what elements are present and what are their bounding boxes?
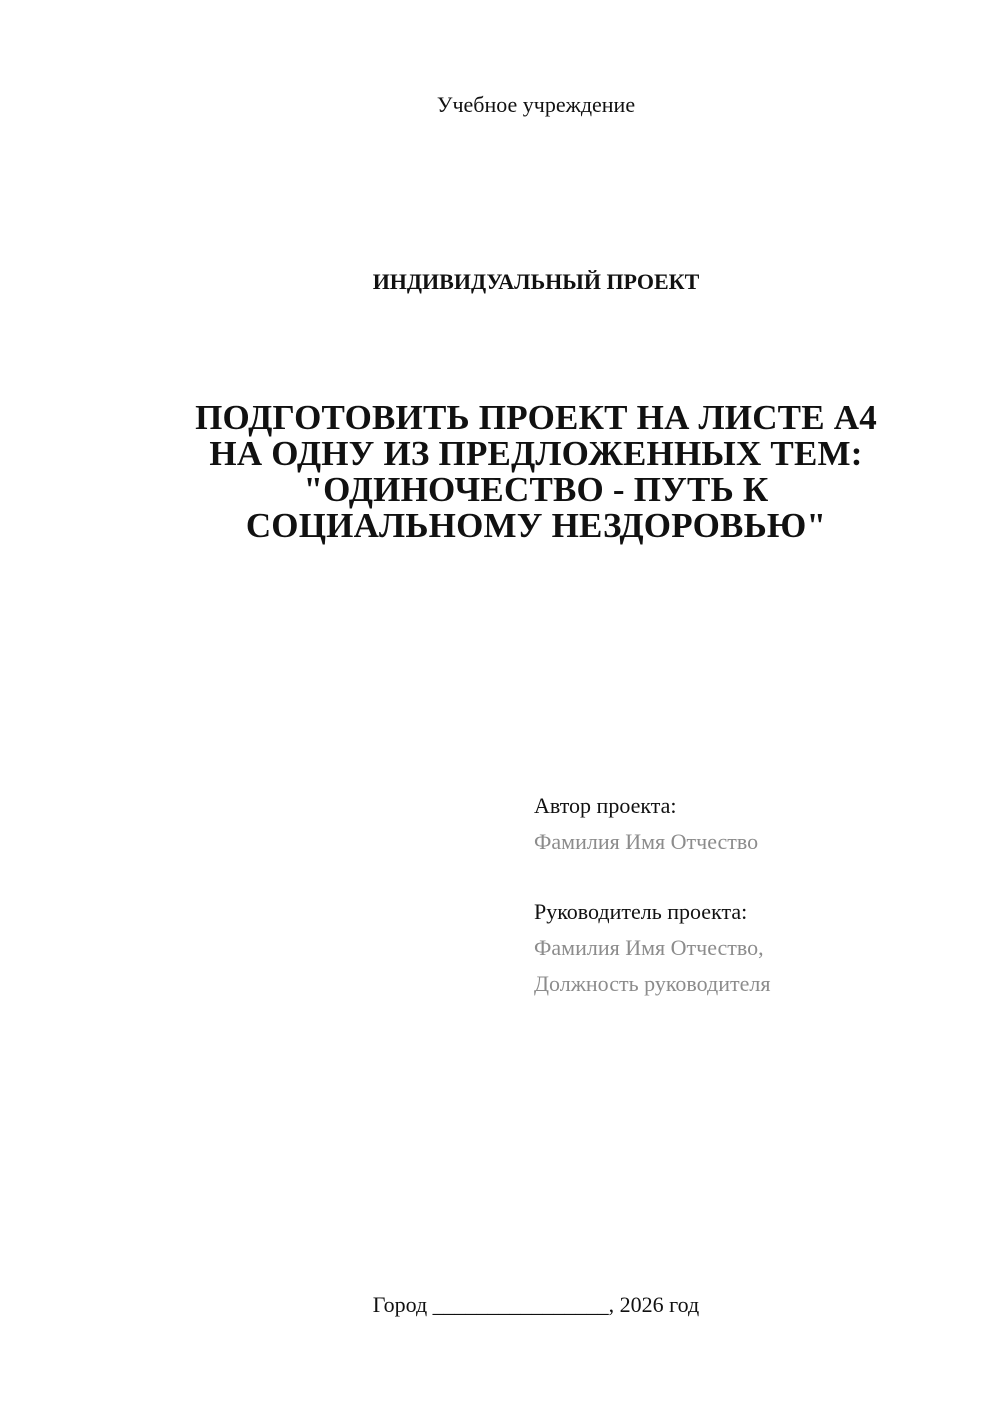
credits-block xyxy=(534,788,974,1002)
project-title-line: ПОДГОТОВИТЬ ПРОЕКТ НА ЛИСТЕ А4 xyxy=(195,398,877,437)
project-title-line: "ОДИНОЧЕСТВО - ПУТЬ К xyxy=(303,470,769,509)
institution-name: Учебное учреждение xyxy=(436,92,636,117)
author-name: Фамилия Имя Отчество xyxy=(534,829,759,854)
author-label: Автор проекта: xyxy=(534,793,677,818)
supervisor-position: Должность руководителя xyxy=(534,971,771,996)
project-title xyxy=(100,400,972,544)
city-year-line: Город ________________, 2026 год xyxy=(372,1292,700,1317)
project-type-heading: ИНДИВИДУАЛЬНЫЙ ПРОЕКТ xyxy=(372,269,700,294)
supervisor-name: Фамилия Имя Отчество, xyxy=(534,935,764,960)
supervisor-label: Руководитель проекта: xyxy=(534,899,748,924)
credits-spacer xyxy=(534,860,974,894)
project-title-line: НА ОДНУ ИЗ ПРЕДЛОЖЕННЫХ ТЕМ: xyxy=(209,434,863,473)
project-title-line: СОЦИАЛЬНОМУ НЕЗДОРОВЬЮ" xyxy=(245,506,827,545)
